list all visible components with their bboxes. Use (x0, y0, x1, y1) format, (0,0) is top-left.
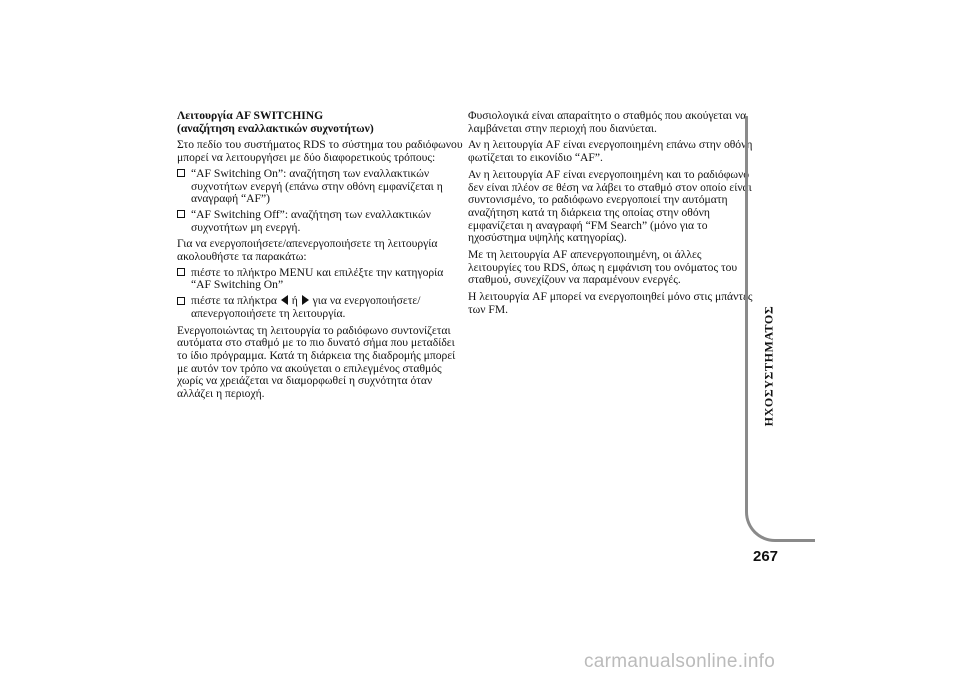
paragraph-3: Αν η λειτουργία AF είναι ενεργοποιημένη και το ραδιόφωνο δεν είναι πλέον σε θέση να λάβει το σταθμό στον οποίο είναι συντονισμένο, το ραδιόφωνο ενεργοποιεί την αυτόματη αναζήτηση κατά τη διάρκεια της οποίας στην οθόνη εμφανίζεται η αναγραφή “FM Search” (μόνο για το ηχοσύστημα υψηλής κατηγορίας). (468, 167, 752, 245)
page-number: 267 (753, 548, 779, 565)
step-2-suffix: για να ενεργοποιήσετε/απενεργοποιήσετε τη λειτουργία. (191, 294, 421, 320)
procedure-intro: Για να ενεργοποιήσετε/απενεργοποιήσετε τη λειτουργία ακολουθήστε τα παρακάτω: (177, 237, 438, 264)
chapter-tab-border (745, 116, 815, 542)
af-off-text: “AF Switching Off”: αναζήτηση των εναλλακτικών συχνοτήτων μη ενεργή. (191, 207, 431, 234)
checkbox-bullet-icon (177, 297, 185, 305)
step-2-prefix: πιέστε τα πλήκτρα (191, 294, 277, 308)
left-arrow-icon (281, 295, 288, 305)
step-2-or: ή (291, 294, 298, 308)
list-item-step-2 (177, 295, 465, 320)
list-item-af-on (177, 168, 465, 206)
checkbox-bullet-icon (177, 268, 185, 276)
list-item-step-1 (177, 267, 465, 292)
checkbox-bullet-icon (177, 169, 185, 177)
closing-paragraph: Ενεργοποιώντας τη λειτουργία το ραδιόφωνο συντονίζεται αυτόματα στο σταθμό με το πιο δυνατό σήμα που μεταδίδει το ίδιο πρόγραμμα. Κατά τη διάρκεια της διαδρομής μπορεί με αυτόν τον τρόπο να ακούγεται ο επιλεγμένος σταθμός χωρίς να χρειάζεται να διαμορφωθεί η συχνότητα όταν αλλάζει η περιοχή. (177, 323, 456, 401)
heading-line-1: Λειτουργία AF SWITCHING (177, 109, 324, 122)
paragraph-4: Με τη λειτουργία AF απενεργοποιημένη, οι άλλες λειτουργίες του RDS, όπως η εμφάνιση του ονόματος του σταθμού, συνεχίζουν να παραμένουν ενεργές. (468, 248, 738, 287)
chapter-label: ΗΧΟΣΥΣΤΗΜΑΤΟΣ (761, 305, 776, 427)
paragraph-2: Αν η λειτουργία AF είναι ενεργοποιημένη επάνω στην οθόνη φωτίζεται το εικονίδιο “AF”. (468, 138, 753, 165)
list-item-af-off (177, 209, 465, 234)
intro-paragraph: Στο πεδίο του συστήματος RDS το σύστημα του ραδιόφωνου μπορεί να λειτουργήσει με δύο διαφορετικούς τρόπους: (177, 138, 463, 165)
watermark: carmanualsonline.info (584, 651, 776, 672)
checkbox-bullet-icon (177, 210, 185, 218)
right-column (468, 110, 754, 317)
left-column (177, 110, 465, 401)
heading-line-2: (αναζήτηση εναλλακτικών συχνοτήτων) (177, 121, 374, 135)
paragraph-5: Η λειτουργία AF μπορεί να ενεργοποιηθεί μόνο στις μπάντες των FM. (468, 290, 753, 316)
right-arrow-icon (302, 295, 309, 305)
section-heading (177, 110, 465, 135)
step-1-text: πιέστε το πλήκτρο MENU και επιλέξτε την κατηγορία “AF Switching On” (191, 265, 444, 292)
paragraph-1: Φυσιολογικά είναι απαραίτητο ο σταθμός που ακούγεται να λαμβάνεται στην περιοχή που διανύεται. (468, 109, 747, 135)
af-on-text: “AF Switching On”: αναζήτηση των εναλλακτικών συχνοτήτων ενεργή (επάνω στην οθόνη εμφανίζεται η αναγραφή “AF”) (191, 166, 443, 206)
